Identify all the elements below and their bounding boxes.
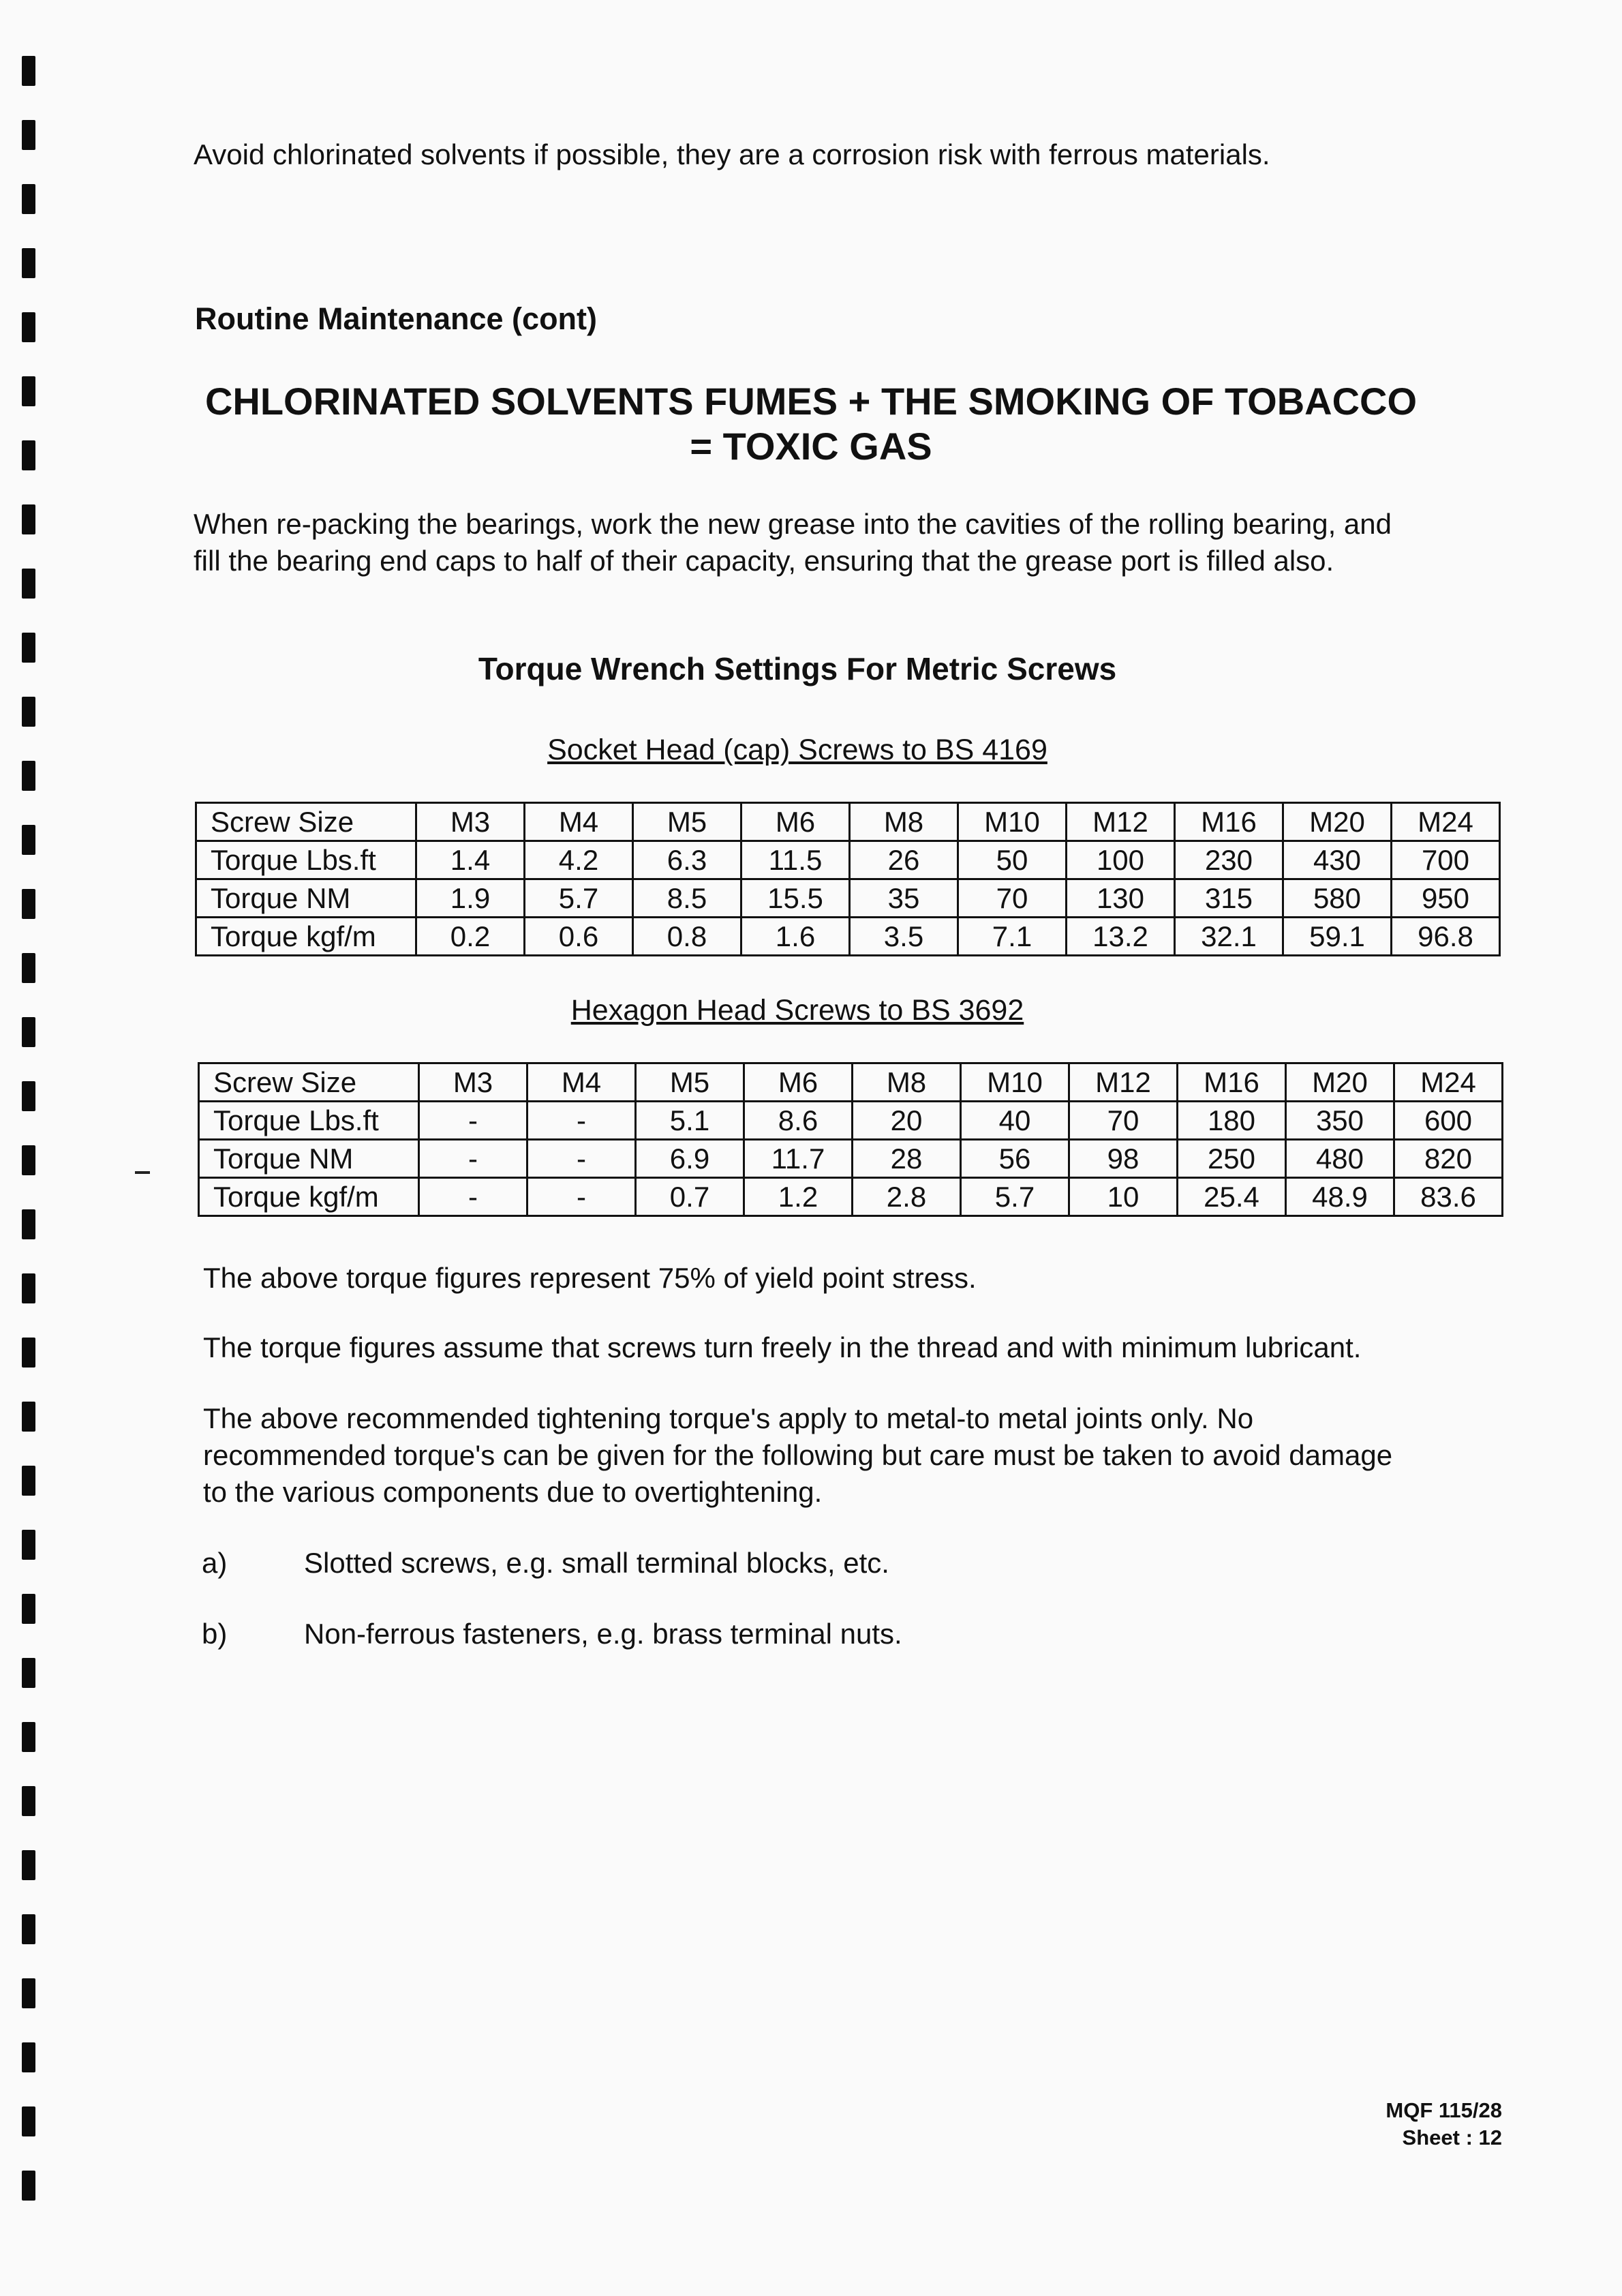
value-cell: 15.5 (741, 879, 850, 918)
repacking-line-2: fill the bearing end caps to half of their capacity, ensuring that the grease port is filled also. (194, 545, 1334, 577)
binding-hole (22, 2042, 35, 2072)
value-cell: 59.1 (1283, 918, 1392, 956)
value-cell: 700 (1392, 841, 1500, 879)
value-cell: 180 (1178, 1102, 1286, 1140)
value-cell: - (419, 1102, 527, 1140)
value-cell: M8 (850, 803, 958, 841)
sheet-number: Sheet : 12 (1402, 2126, 1502, 2149)
binding-hole (22, 248, 35, 278)
value-cell: 580 (1283, 879, 1392, 918)
margin-dash (135, 1171, 150, 1174)
binding-hole (22, 1658, 35, 1688)
value-cell: - (419, 1178, 527, 1216)
value-cell: 950 (1392, 879, 1500, 918)
value-cell: 98 (1069, 1140, 1178, 1178)
binding-hole (22, 184, 35, 214)
value-cell: M16 (1178, 1063, 1286, 1102)
binding-hole (22, 2106, 35, 2136)
value-cell: 83.6 (1394, 1178, 1503, 1216)
value-cell: 5.7 (525, 879, 633, 918)
binding-hole (22, 1530, 35, 1560)
binding-hole (22, 1209, 35, 1239)
value-cell: 0.6 (525, 918, 633, 956)
value-cell: 0.8 (633, 918, 741, 956)
value-cell: 70 (958, 879, 1067, 918)
hexagon-table-caption: Hexagon Head Screws to BS 3692 (570, 994, 1024, 1027)
list-marker: a) (202, 1547, 228, 1579)
row-label-cell: Torque NM (196, 879, 416, 918)
list-text: Slotted screws, e.g. small terminal blocks, etc. (304, 1547, 889, 1579)
value-cell: 1.6 (741, 918, 850, 956)
value-cell: M4 (527, 1063, 636, 1102)
torque-title: Torque Wrench Settings For Metric Screws (478, 651, 1117, 686)
value-cell: 28 (853, 1140, 961, 1178)
value-cell: M24 (1392, 803, 1500, 841)
value-cell: 70 (1069, 1102, 1178, 1140)
value-cell: M16 (1175, 803, 1283, 841)
binding-hole (22, 1722, 35, 1752)
value-cell: 48.9 (1286, 1178, 1394, 1216)
value-cell: 130 (1067, 879, 1175, 918)
value-cell: M20 (1283, 803, 1392, 841)
footer (1386, 2097, 1502, 2151)
section-heading: Routine Maintenance (cont) (195, 301, 598, 336)
value-cell: 11.5 (741, 841, 850, 879)
value-cell: 600 (1394, 1102, 1503, 1140)
binding-hole (22, 889, 35, 919)
value-cell: 13.2 (1067, 918, 1175, 956)
recommend-line-3: to the various components due to overtightening. (203, 1476, 823, 1508)
table-row (199, 1102, 1503, 1140)
binding-hole (22, 1786, 35, 1816)
value-cell: 56 (961, 1140, 1069, 1178)
list-text: Non-ferrous fasteners, e.g. brass terminal nuts. (304, 1618, 902, 1650)
binding-hole (22, 440, 35, 470)
value-cell: 11.7 (744, 1140, 853, 1178)
warning-line-2: = TOXIC GAS (690, 425, 932, 468)
value-cell: 5.1 (636, 1102, 744, 1140)
value-cell: 230 (1175, 841, 1283, 879)
binding-hole (22, 1145, 35, 1175)
recommend-line-1: The above recommended tightening torque's apply to metal-to metal joints only. No (203, 1402, 1254, 1434)
binding-hole (22, 1850, 35, 1880)
value-cell: 430 (1283, 841, 1392, 879)
value-cell: 6.9 (636, 1140, 744, 1178)
binding-hole (22, 2171, 35, 2201)
value-cell: - (527, 1178, 636, 1216)
value-cell: 315 (1175, 879, 1283, 918)
value-cell: 32.1 (1175, 918, 1283, 956)
row-label-cell: Torque kgf/m (196, 918, 416, 956)
value-cell: 1.9 (416, 879, 525, 918)
toxic-gas-warning (164, 379, 1458, 469)
binding-hole (22, 569, 35, 599)
binding-hole (22, 1402, 35, 1432)
value-cell: 25.4 (1178, 1178, 1286, 1216)
row-label-cell: Screw Size (199, 1063, 419, 1102)
list-item (202, 1545, 889, 1582)
value-cell: 250 (1178, 1140, 1286, 1178)
value-cell: - (527, 1102, 636, 1140)
value-cell: M3 (419, 1063, 527, 1102)
value-cell: - (527, 1140, 636, 1178)
value-cell: 820 (1394, 1140, 1503, 1178)
binding-hole (22, 1081, 35, 1111)
value-cell: 3.5 (850, 918, 958, 956)
value-cell: M20 (1286, 1063, 1394, 1102)
table-row (199, 1140, 1503, 1178)
binding-hole (22, 1978, 35, 2008)
value-cell: 8.5 (633, 879, 741, 918)
value-cell: 100 (1067, 841, 1175, 879)
value-cell: M3 (416, 803, 525, 841)
table-row (199, 1063, 1503, 1102)
value-cell: 1.4 (416, 841, 525, 879)
value-cell: 35 (850, 879, 958, 918)
value-cell: M8 (853, 1063, 961, 1102)
assumption-note: The torque figures assume that screws turn freely in the thread and with minimum lubricant. (203, 1331, 1362, 1363)
table-row (199, 1178, 1503, 1216)
binding-hole (22, 1273, 35, 1303)
binding-hole (22, 376, 35, 406)
value-cell: 26 (850, 841, 958, 879)
value-cell: 1.2 (744, 1178, 853, 1216)
binding-hole (22, 1594, 35, 1624)
binding-hole (22, 312, 35, 342)
binding-hole (22, 825, 35, 855)
value-cell: 350 (1286, 1102, 1394, 1140)
binding-hole (22, 1914, 35, 1944)
form-reference: MQF 115/28 (1386, 2098, 1502, 2122)
binding-hole (22, 1338, 35, 1368)
repacking-line-1: When re-packing the bearings, work the new grease into the cavities of the rolling bearing, and (194, 508, 1392, 540)
value-cell: 2.8 (853, 1178, 961, 1216)
table-row (196, 841, 1500, 879)
recommend-line-2: recommended torque's can be given for the following but care must be taken to avoid damage (203, 1439, 1393, 1471)
value-cell: 0.2 (416, 918, 525, 956)
row-label-cell: Torque NM (199, 1140, 419, 1178)
intro-text: Avoid chlorinated solvents if possible, they are a corrosion risk with ferrous materials. (194, 138, 1270, 170)
value-cell: M12 (1067, 803, 1175, 841)
value-cell: 7.1 (958, 918, 1067, 956)
value-cell: 20 (853, 1102, 961, 1140)
value-cell: 4.2 (525, 841, 633, 879)
table-row (196, 918, 1500, 956)
row-label-cell: Torque Lbs.ft (199, 1102, 419, 1140)
value-cell: 6.3 (633, 841, 741, 879)
binding-hole (22, 1466, 35, 1496)
hexagon-head-torque-table (198, 1062, 1503, 1217)
value-cell: M4 (525, 803, 633, 841)
binding-hole (22, 697, 35, 727)
value-cell: 96.8 (1392, 918, 1500, 956)
yield-note: The above torque figures represent 75% of yield point stress. (203, 1262, 977, 1294)
value-cell: 10 (1069, 1178, 1178, 1216)
warning-line-1: CHLORINATED SOLVENTS FUMES + THE SMOKING OF TOBACCO (204, 380, 1418, 423)
value-cell: 8.6 (744, 1102, 853, 1140)
value-cell: 5.7 (961, 1178, 1069, 1216)
row-label-cell: Torque Lbs.ft (196, 841, 416, 879)
value-cell: M5 (633, 803, 741, 841)
table-row (196, 879, 1500, 918)
value-cell: M6 (741, 803, 850, 841)
value-cell: M6 (744, 1063, 853, 1102)
binding-hole (22, 953, 35, 983)
value-cell: 40 (961, 1102, 1069, 1140)
table-row (196, 803, 1500, 841)
binding-holes (22, 0, 42, 2296)
value-cell: M5 (636, 1063, 744, 1102)
value-cell: M12 (1069, 1063, 1178, 1102)
row-label-cell: Torque kgf/m (199, 1178, 419, 1216)
binding-hole (22, 504, 35, 534)
value-cell: M10 (961, 1063, 1069, 1102)
value-cell: 480 (1286, 1140, 1394, 1178)
value-cell: 0.7 (636, 1178, 744, 1216)
value-cell: - (419, 1140, 527, 1178)
socket-table-caption: Socket Head (cap) Screws to BS 4169 (547, 734, 1047, 766)
value-cell: M10 (958, 803, 1067, 841)
value-cell: 50 (958, 841, 1067, 879)
binding-hole (22, 56, 35, 86)
list-marker: b) (202, 1618, 228, 1650)
binding-hole (22, 120, 35, 150)
list-item (202, 1616, 902, 1652)
value-cell: M24 (1394, 1063, 1503, 1102)
row-label-cell: Screw Size (196, 803, 416, 841)
socket-head-torque-table (195, 802, 1501, 956)
